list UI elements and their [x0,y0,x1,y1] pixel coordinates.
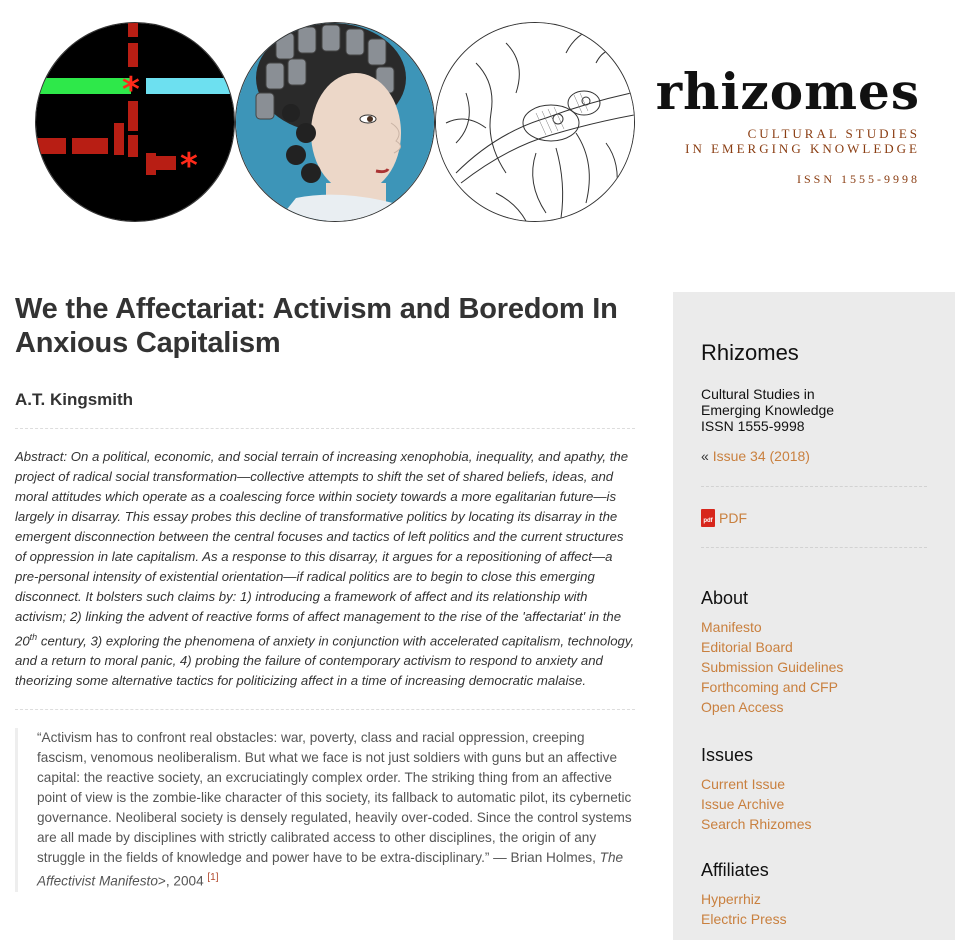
brand-block [640,62,920,187]
about-link-manifesto[interactable]: Manifesto [701,619,762,635]
affiliates-links [701,889,927,929]
about-link-open-access[interactable]: Open Access [701,699,784,715]
sidebar [673,292,955,940]
epigraph-quote [15,728,635,892]
abstract-superscript: th [29,632,38,642]
pdf-link[interactable]: PDF [719,510,747,526]
affiliates-link-electric-press[interactable]: Electric Press [701,911,787,927]
issues-links [701,774,927,834]
sidebar-desc-line: Cultural Studies in [701,386,815,402]
about-link-forthcoming-cfp[interactable]: Forthcoming and CFP [701,679,838,695]
quote-tail: >, 2004 [157,873,208,889]
svg-text:*: * [180,146,198,186]
article-main [15,292,635,892]
svg-text:*: * [122,70,140,110]
sidebar-desc-line: Emerging Knowledge [701,402,835,418]
article-title: We the Affectariat: Activism and Boredom In Anxious Capitalism [15,293,618,359]
brand-subtitle-2: IN EMERGING KNOWLEDGE [685,141,920,156]
header-graphic-mannequin [235,22,435,222]
pdf-download[interactable] [701,509,927,527]
issue-backlink [701,446,927,466]
brand-logo-title[interactable]: rhizomes [655,62,920,121]
header-graphic-drawing [435,22,635,222]
issues-link-archive[interactable]: Issue Archive [701,796,785,812]
issues-link-search[interactable]: Search Rhizomes [701,816,812,832]
sidebar-title: Rhizomes [701,340,799,365]
abstract-text-2: century, 3) exploring the phenomena of anxiety in conjunction with accelerated capitalism, technology, and a return to moral panic, 4) probing the failure of contemporary activism to respond to anxiety and theorizing some alternative tactics for politicizing affect in a time of increasing democratic malaise. [15,633,635,689]
about-link-submission-guidelines[interactable]: Submission Guidelines [701,659,844,675]
divider [701,486,927,487]
divider [15,709,635,710]
issue-link[interactable]: Issue 34 (2018) [712,448,810,464]
article-author: A.T. Kingsmith [15,390,134,409]
footnote-link[interactable]: [1] [207,872,219,884]
sidebar-desc-line: ISSN 1555-9998 [701,418,805,434]
site-header [0,0,980,260]
sidebar-description [701,386,927,434]
back-arrow-icon: « [701,448,709,464]
affiliates-link-hyperrhiz[interactable]: Hyperrhiz [701,891,761,907]
brand-issn: ISSN 1555-9998 [796,172,920,186]
quote-source: The Affectivist Manifesto [37,850,624,889]
affiliates-heading: Affiliates [701,860,769,880]
issues-link-current[interactable]: Current Issue [701,776,786,792]
about-heading: About [701,588,749,608]
about-link-editorial-board[interactable]: Editorial Board [701,639,793,655]
brand-subtitle-1: CULTURAL STUDIES [747,126,920,141]
abstract-text-1: Abstract: On a political, economic, and social terrain of increasing xenophobia, inequality, and apathy, the project of radical social transformation—collective attempts to shift the set of shared beliefs, ideas, and moral attitudes which operate as a coalescing force within society towards a more egalitarian future—is largely in disarray. This essay probes this decline of transformative politics by locating its disarray in the emergent disconnection between the central focuses and tactics of left politics and the current structures of oppression in late capitalism. As a response to this disarray, it argues for a repositioning of affect—a pre-personal intensity of existential orientation—if radical politics are to begin to close this emerging disconnect. It bolsters such claims by: 1) introducing a framework of affect and its relationship with activism; 2) linking the advent of reactive forms of affect management to the rise of the 'affectariat' in the 20 [15,449,629,649]
divider [15,428,635,429]
divider [701,547,927,548]
pdf-icon: pdf [701,509,715,527]
quote-text: “Activism has to confront real obstacles: war, poverty, class and racial oppression, creeping fascism, venomous neoliberalism. But what we face is not just soldiers with guns but an affective capital: the reactive society, an excruciatingly complex order. The striking thing from an affective point of view is the zombie-like character of this society, its fallback to automatic pilot, its cybernetic governance. Neoliberal society is densely regulated, heavily over-coded. Since the control systems are all made by disciplines with strictly calibrated access to other disciplines, the origin of any struggle in the fields of knowledge and power have to be extra-disciplinary.” — Brian Holmes, [37,730,632,866]
about-links [701,617,927,717]
issues-heading: Issues [701,745,754,765]
article-abstract [15,447,635,691]
header-graphic-abstract [35,22,235,222]
